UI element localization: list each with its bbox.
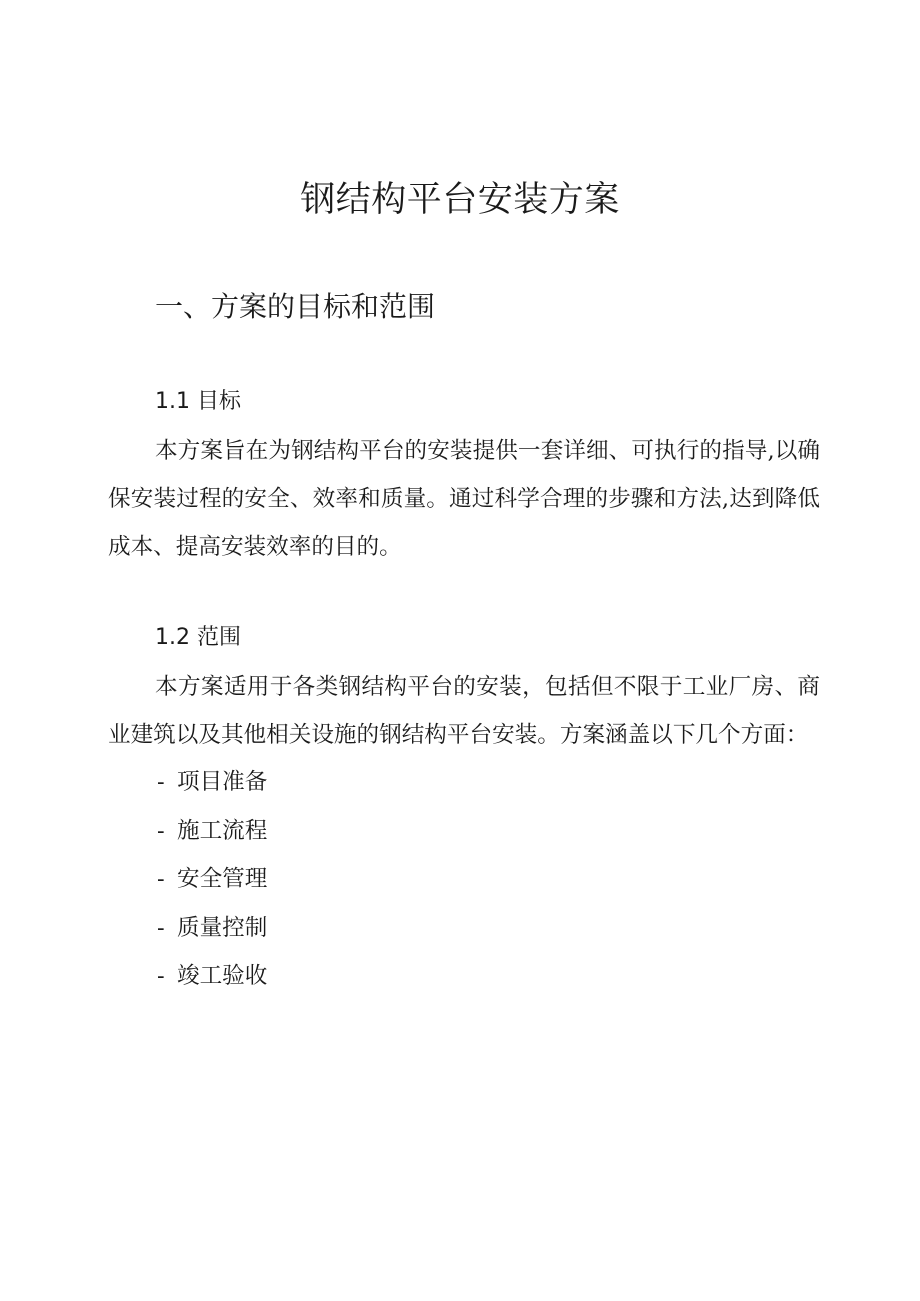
list-item xyxy=(157,952,267,1001)
list-item xyxy=(157,904,267,953)
list-item xyxy=(157,758,267,807)
list-item-text: 竣工验收 xyxy=(177,963,268,989)
scope-paragraph: 本方案适用于各类钢结构平台的安装，包括但不限于工业厂房、商业建筑以及其他相关设施的钢结构平台安装。方案涵盖以下几个方面： xyxy=(108,674,820,748)
scope-list xyxy=(157,758,267,1001)
list-item-text: 安全管理 xyxy=(177,866,268,892)
list-marker: - xyxy=(157,817,165,844)
list-item-text: 项目准备 xyxy=(177,769,268,795)
list-marker: - xyxy=(157,769,165,795)
list-item-text: 施工流程 xyxy=(177,817,268,844)
section-heading: 一、方案的目标和范围 xyxy=(155,290,436,323)
list-item xyxy=(157,855,267,904)
list-item xyxy=(157,807,267,856)
list-marker: - xyxy=(157,866,165,892)
list-marker: - xyxy=(157,914,165,941)
document-title: 钢结构平台安装方案 xyxy=(300,180,620,220)
subsection-heading-goal: 1.1 目标 xyxy=(155,389,241,414)
goal-paragraph: 本方案旨在为钢结构平台的安装提供一套详细、可执行的指导,以确保安装过程的安全、效率和质量。通过科学合理的步骤和方法,达到降低成本、提高安装效率的目的。 xyxy=(108,438,820,560)
list-item-text: 质量控制 xyxy=(177,914,268,941)
subsection-heading-scope: 1.2 范围 xyxy=(155,625,241,650)
list-marker: - xyxy=(157,963,165,989)
